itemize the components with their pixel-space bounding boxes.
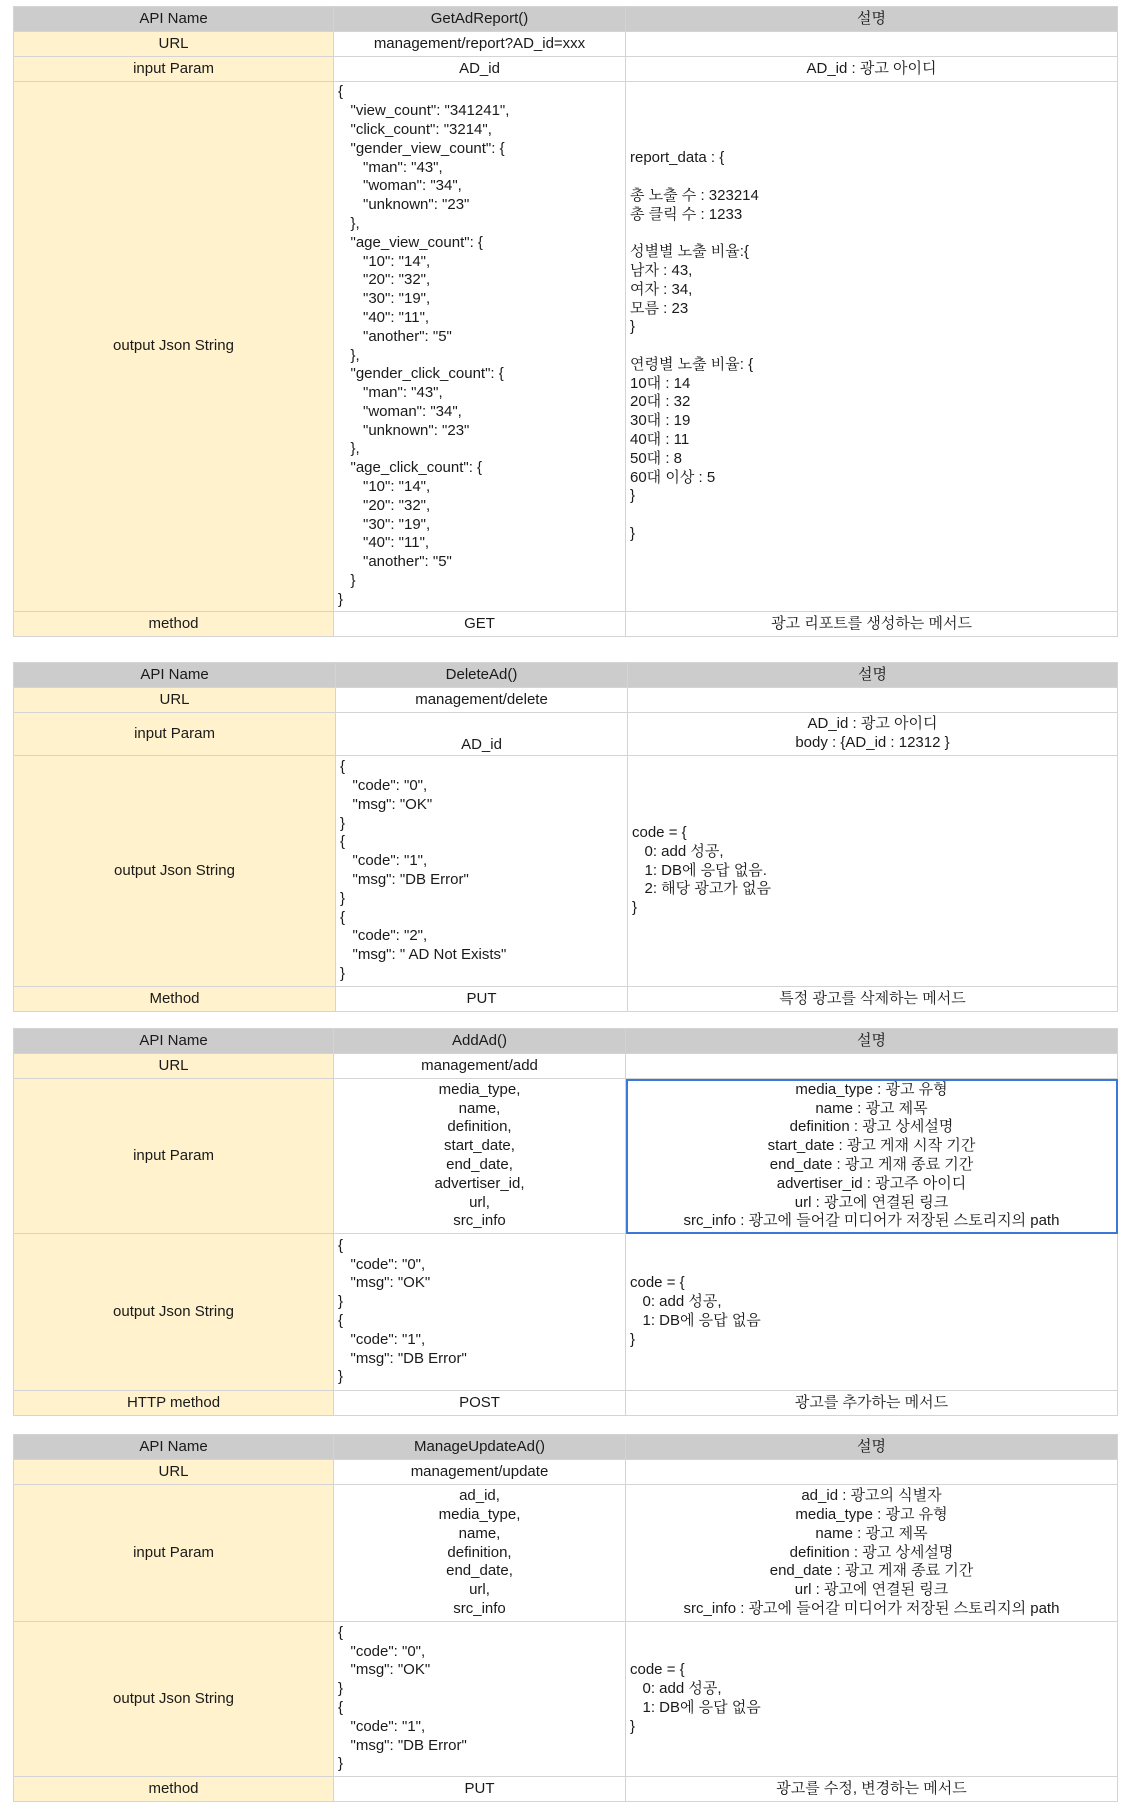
- output-description[interactable]: code = { 0: add 성공, 1: DB에 응답 없음 }: [626, 1234, 1118, 1391]
- header-api-name[interactable]: API Name: [14, 663, 336, 688]
- method-row: [14, 987, 1118, 1012]
- header-row: [14, 7, 1118, 32]
- output-row: [14, 82, 1118, 612]
- header-row: [14, 1029, 1118, 1054]
- url-row: [14, 1460, 1118, 1485]
- api-table-manage-update-ad: [13, 1434, 1118, 1802]
- header-description[interactable]: 설명: [628, 663, 1118, 688]
- url-description[interactable]: [628, 688, 1118, 713]
- output-row: [14, 1234, 1118, 1391]
- output-row: [14, 756, 1118, 987]
- method-label[interactable]: Method: [14, 987, 336, 1012]
- header-api-value[interactable]: GetAdReport(): [334, 7, 626, 32]
- input-param-description[interactable]: AD_id : 광고 아이디 body : {AD_id : 12312 }: [628, 713, 1118, 756]
- input-param-label[interactable]: input Param: [14, 1079, 334, 1234]
- input-param-description[interactable]: AD_id : 광고 아이디: [626, 57, 1118, 82]
- header-api-name[interactable]: API Name: [14, 1435, 334, 1460]
- method-value[interactable]: POST: [334, 1391, 626, 1416]
- output-row: [14, 1622, 1118, 1777]
- method-description[interactable]: 광고 리포트를 생성하는 메서드: [626, 612, 1118, 637]
- url-label[interactable]: URL: [14, 688, 336, 713]
- method-label[interactable]: method: [14, 1777, 334, 1802]
- method-label[interactable]: HTTP method: [14, 1391, 334, 1416]
- url-row: [14, 32, 1118, 57]
- input-param-value[interactable]: AD_id: [336, 713, 628, 756]
- header-api-name[interactable]: API Name: [14, 1029, 334, 1054]
- input-param-value[interactable]: media_type, name, definition, start_date, end_date, advertiser_id, url, src_info: [334, 1079, 626, 1234]
- url-description[interactable]: [626, 1460, 1118, 1485]
- method-value[interactable]: PUT: [336, 987, 628, 1012]
- url-description[interactable]: [626, 1054, 1118, 1079]
- header-description[interactable]: 설명: [626, 7, 1118, 32]
- input-param-row: [14, 1079, 1118, 1234]
- api-table-get-ad-report: [13, 6, 1118, 637]
- url-value[interactable]: management/delete: [336, 688, 628, 713]
- header-api-value[interactable]: AddAd(): [334, 1029, 626, 1054]
- output-description[interactable]: code = { 0: add 성공, 1: DB에 응답 없음 }: [626, 1622, 1118, 1777]
- url-label[interactable]: URL: [14, 1460, 334, 1485]
- input-param-row: [14, 57, 1118, 82]
- output-label[interactable]: output Json String: [14, 1622, 334, 1777]
- method-row: [14, 1777, 1118, 1802]
- method-description[interactable]: 특정 광고를 삭제하는 메서드: [628, 987, 1118, 1012]
- input-param-value[interactable]: ad_id, media_type, name, definition, end_date, url, src_info: [334, 1485, 626, 1622]
- header-api-value[interactable]: DeleteAd(): [336, 663, 628, 688]
- method-description[interactable]: 광고를 수정, 변경하는 메서드: [626, 1777, 1118, 1802]
- input-param-label[interactable]: input Param: [14, 1485, 334, 1622]
- input-param-description[interactable]: ad_id : 광고의 식별자 media_type : 광고 유형 name : 광고 제목 definition : 광고 상세설명 end_date : 광고 게재 종료 기간 url : 광고에 연결된 링크 src_info : 광고에 들어갈 미디어가 저장된 스토리지의 path: [626, 1485, 1118, 1622]
- output-json-value[interactable]: { "view_count": "341241", "click_count": "3214", "gender_view_count": { "man": "43", "woman": "34", "unknown": "23" }, "age_view_count": { "10": "14", "20": "32", "30": "19", "40": "11", "another": "5" }, "gender_click_count": { "man": "43", "woman": "34", "unknown": "23" }, "age_click_count": { "10": "14", "20": "32", "30": "19", "40": "11", "another": "5" } }: [334, 82, 626, 612]
- output-label[interactable]: output Json String: [14, 1234, 334, 1391]
- url-value[interactable]: management/report?AD_id=xxx: [334, 32, 626, 57]
- method-value[interactable]: PUT: [334, 1777, 626, 1802]
- output-json-value[interactable]: { "code": "0", "msg": "OK" } { "code": "1", "msg": "DB Error" }: [334, 1622, 626, 1777]
- output-label[interactable]: output Json String: [14, 82, 334, 612]
- api-table-add-ad: [13, 1028, 1118, 1416]
- header-row: [14, 663, 1118, 688]
- method-row: [14, 612, 1118, 637]
- header-api-name[interactable]: API Name: [14, 7, 334, 32]
- url-row: [14, 1054, 1118, 1079]
- input-param-description[interactable]: media_type : 광고 유형 name : 광고 제목 definition : 광고 상세설명 start_date : 광고 게재 시작 기간 end_date : 광고 게재 종료 기간 advertiser_id : 광고주 아이디 url : 광고에 연결된 링크 src_info : 광고에 들어갈 미디어가 저장된 스토리지의 path: [626, 1079, 1118, 1234]
- method-label[interactable]: method: [14, 612, 334, 637]
- header-description[interactable]: 설명: [626, 1029, 1118, 1054]
- method-description[interactable]: 광고를 추가하는 메서드: [626, 1391, 1118, 1416]
- url-value[interactable]: management/update: [334, 1460, 626, 1485]
- input-param-label[interactable]: input Param: [14, 713, 336, 756]
- output-description[interactable]: code = { 0: add 성공, 1: DB에 응답 없음. 2: 해당 광고가 없음 }: [628, 756, 1118, 987]
- header-row: [14, 1435, 1118, 1460]
- url-value[interactable]: management/add: [334, 1054, 626, 1079]
- input-param-row: [14, 1485, 1118, 1622]
- input-param-row: [14, 713, 1118, 756]
- url-description[interactable]: [626, 32, 1118, 57]
- method-row: [14, 1391, 1118, 1416]
- header-description[interactable]: 설명: [626, 1435, 1118, 1460]
- api-table-delete-ad: [13, 662, 1118, 1012]
- url-label[interactable]: URL: [14, 1054, 334, 1079]
- output-json-value[interactable]: { "code": "0", "msg": "OK" } { "code": "1", "msg": "DB Error" }: [334, 1234, 626, 1391]
- output-label[interactable]: output Json String: [14, 756, 336, 987]
- output-description[interactable]: report_data : { 총 노출 수 : 323214 총 클릭 수 : 1233 성별별 노출 비율:{ 남자 : 43, 여자 : 34, 모름 : 23 } 연령별 노출 비율: { 10대 : 14 20대 : 32 30대 : 19 40대 : 11 50대 : 8 60대 이상 : 5 } }: [626, 82, 1118, 612]
- input-param-value[interactable]: AD_id: [334, 57, 626, 82]
- url-label[interactable]: URL: [14, 32, 334, 57]
- header-api-value[interactable]: ManageUpdateAd(): [334, 1435, 626, 1460]
- input-param-label[interactable]: input Param: [14, 57, 334, 82]
- output-json-value[interactable]: { "code": "0", "msg": "OK" } { "code": "1", "msg": "DB Error" } { "code": "2", "msg": " AD Not Exists" }: [336, 756, 628, 987]
- url-row: [14, 688, 1118, 713]
- method-value[interactable]: GET: [334, 612, 626, 637]
